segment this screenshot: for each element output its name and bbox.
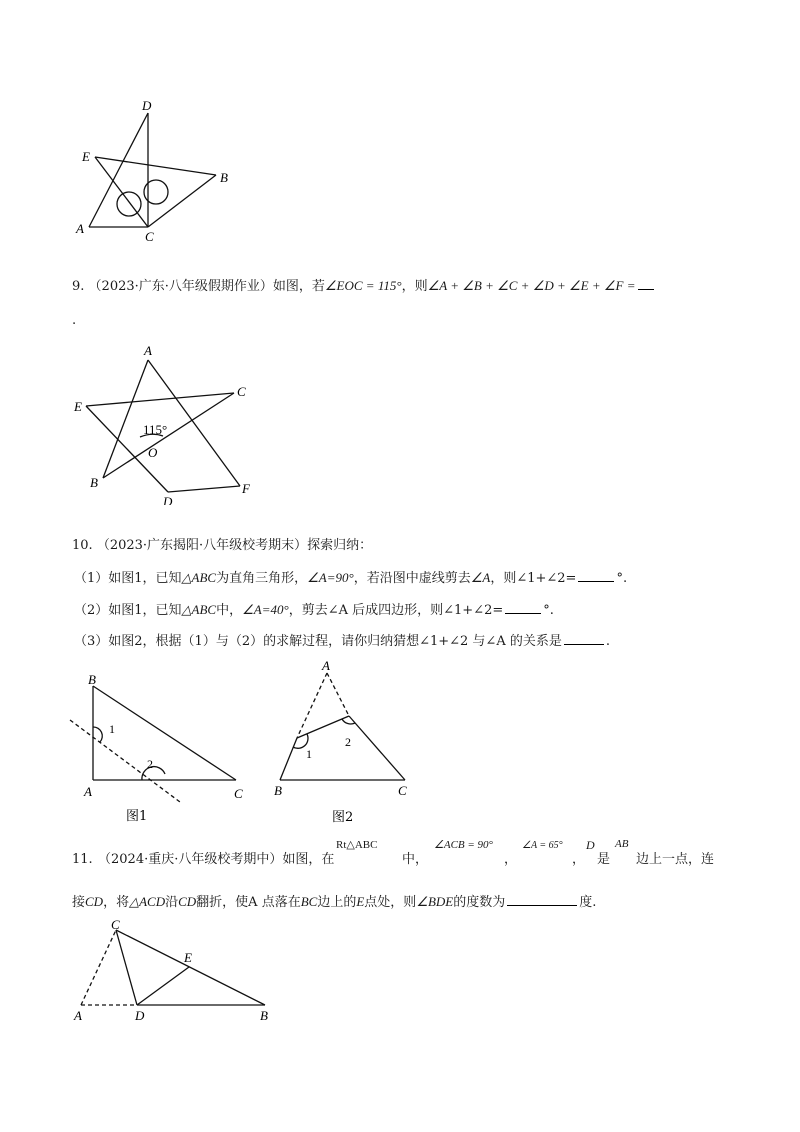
question-9 <box>72 277 656 296</box>
answer-blank-q10-2[interactable] <box>505 613 541 614</box>
q11-triangle-acd: △ACD <box>129 894 166 909</box>
q10-p1-text-f: °. <box>616 571 628 586</box>
q10-p2-text-b: 中， <box>216 603 243 618</box>
q11-l2-a: 接 <box>72 895 86 910</box>
label-A: A <box>84 784 92 799</box>
label-C: C <box>237 384 246 399</box>
q11-comma-1: ， <box>504 852 518 867</box>
figure-q8 <box>70 95 240 245</box>
label-D: D <box>135 1008 145 1023</box>
caption-fig1: 图1 <box>126 809 148 824</box>
q10-p2-text-d: °. <box>543 603 554 618</box>
q9-mid: ，则 <box>401 279 428 294</box>
q11-segment-bc: BC <box>300 894 318 909</box>
label-B: B <box>220 170 228 185</box>
q11-l2-f: 点处，则 <box>364 895 417 910</box>
label-C: C <box>398 783 407 798</box>
q9-number: 9. <box>72 279 85 294</box>
segment-A-left-dashed <box>297 673 327 738</box>
q11-l2-c: 沿 <box>165 895 179 910</box>
q10-p2-triangle: △ABC <box>181 602 217 617</box>
label-A: A <box>74 1008 82 1023</box>
q11-segment-ab: AB <box>615 838 629 850</box>
question-11 <box>72 838 732 878</box>
label-C: C <box>111 917 120 932</box>
q9-source: （2023·广东·八年级假期作业）如图，若 <box>88 279 325 294</box>
label-B: B <box>90 475 98 490</box>
label-F: F <box>242 481 250 496</box>
q10-p2-angle: ∠A=40° <box>242 602 289 617</box>
q11-number: 11. <box>72 852 93 867</box>
q10-p1-triangle: △ABC <box>181 570 217 585</box>
q11-segment-cd-2: CD <box>178 894 197 909</box>
q11-l2-e: 边上的 <box>317 895 357 910</box>
q10-source: （2023·广东揭阳·八年级校考期末）探索归纳： <box>96 538 373 553</box>
figure-q9 <box>70 340 270 505</box>
q10-p2-text-a: （2）如图1，已知 <box>74 603 182 618</box>
label-C: C <box>234 786 243 801</box>
q10-p1-text-e: ，则∠1+∠2= <box>490 571 577 586</box>
segment-CB <box>116 930 265 1005</box>
q10-p1-angle-a: ∠A <box>470 570 491 585</box>
q10-p1-text-b: 为直角三角形， <box>216 571 308 586</box>
label-A: A <box>322 658 330 673</box>
figure-q10-fig2 <box>262 655 422 830</box>
q11-shi: 是 <box>597 852 611 867</box>
label-A: A <box>144 343 152 358</box>
q10-p1-text-c: ，若沿图中虚线剪去 <box>353 571 471 586</box>
angle-number-1: 1 <box>306 747 312 761</box>
segment-A-right-dashed <box>327 673 349 716</box>
angle-number-1: 1 <box>109 722 115 736</box>
segment-C-right <box>349 716 405 780</box>
q10-p3-text-a: （3）如图2，根据（1）与（2）的求解过程，请你归纳猜想∠1+∠2 与∠A 的关系是 <box>74 634 562 649</box>
label-B: B <box>274 783 282 798</box>
angle-number-2: 2 <box>345 735 351 749</box>
q11-comma-2: ， <box>572 852 586 867</box>
caption-fig2: 图2 <box>332 810 354 825</box>
answer-blank-q10-3[interactable] <box>564 644 604 645</box>
q10-number: 10. <box>72 538 93 553</box>
segment-CD <box>116 930 137 1005</box>
angle-label-115: 115° <box>143 422 168 437</box>
q10-part-3 <box>74 633 610 651</box>
q10-part-1 <box>74 569 627 588</box>
q11-zhong: 中， <box>402 852 429 867</box>
label-O: O <box>148 445 158 460</box>
segment-EB <box>95 157 216 175</box>
label-D: D <box>163 494 173 505</box>
q9-expr: ∠A + ∠B + ∠C + ∠D + ∠E + ∠F = <box>427 278 636 293</box>
segment-EC <box>95 157 148 227</box>
angle-arc-1 <box>93 727 102 742</box>
cut-line <box>297 716 349 738</box>
q11-l2-b: ，将 <box>103 895 130 910</box>
q11-angle-acb: ∠ACB = 90° <box>434 839 493 851</box>
q11-line-2 <box>72 893 596 912</box>
figure-q11 <box>65 915 295 1025</box>
q11-rt-triangle: Rt△ABC <box>336 839 378 851</box>
label-A: A <box>76 221 84 236</box>
q11-tail-1: 边上一点，连 <box>636 852 715 867</box>
segment-CB <box>103 393 234 478</box>
label-E: E <box>82 149 90 164</box>
segment-DE <box>137 967 189 1005</box>
figure-q10-fig1 <box>60 670 260 830</box>
q11-segment-cd-1: CD <box>85 894 104 909</box>
label-E: E <box>184 950 192 965</box>
q11-point-d: D <box>586 838 595 852</box>
label-D: D <box>142 98 152 113</box>
q10-part-2 <box>74 601 554 620</box>
angle-number-2: 2 <box>147 757 153 771</box>
label-B: B <box>88 672 96 687</box>
segment-AB <box>103 360 148 478</box>
angle-arc-2 <box>142 767 165 780</box>
q11-l2-d: 翻折，使A 点落在 <box>196 895 301 910</box>
q11-point-e: E <box>356 894 365 909</box>
q10-p1-text-a: （1）如图1，已知 <box>74 571 182 586</box>
segment-B-left <box>280 738 297 780</box>
q9-end: . <box>72 313 77 328</box>
q10-p2-text-c: ，剪去∠A 后成四边形，则∠1+∠2= <box>288 603 504 618</box>
q11-angle-bde: ∠BDE <box>416 894 454 909</box>
answer-blank-q11[interactable] <box>507 905 577 906</box>
q11-angle-a: ∠A = 65° <box>522 840 563 851</box>
label-C: C <box>145 229 154 244</box>
segment-CB <box>148 175 216 227</box>
q11-source: （2024·重庆·八年级校考期中）如图，在 <box>98 852 335 867</box>
label-B: B <box>260 1008 268 1023</box>
segment-EC <box>86 393 234 406</box>
segment-DF <box>168 486 240 492</box>
angle-arc-1 <box>117 192 141 216</box>
q11-l2-g: 的度数为 <box>453 895 506 910</box>
answer-blank-q10-1[interactable] <box>578 581 614 582</box>
label-E: E <box>74 399 82 414</box>
question-10 <box>72 537 372 555</box>
q11-l2-h: 度. <box>579 895 597 910</box>
q10-p1-angle: ∠A=90° <box>307 570 354 585</box>
answer-blank-q9[interactable] <box>638 289 654 290</box>
q10-p3-text-b: . <box>605 634 610 649</box>
q9-given: ∠EOC = 115° <box>324 278 402 293</box>
segment-AC-dashed <box>81 930 116 1005</box>
